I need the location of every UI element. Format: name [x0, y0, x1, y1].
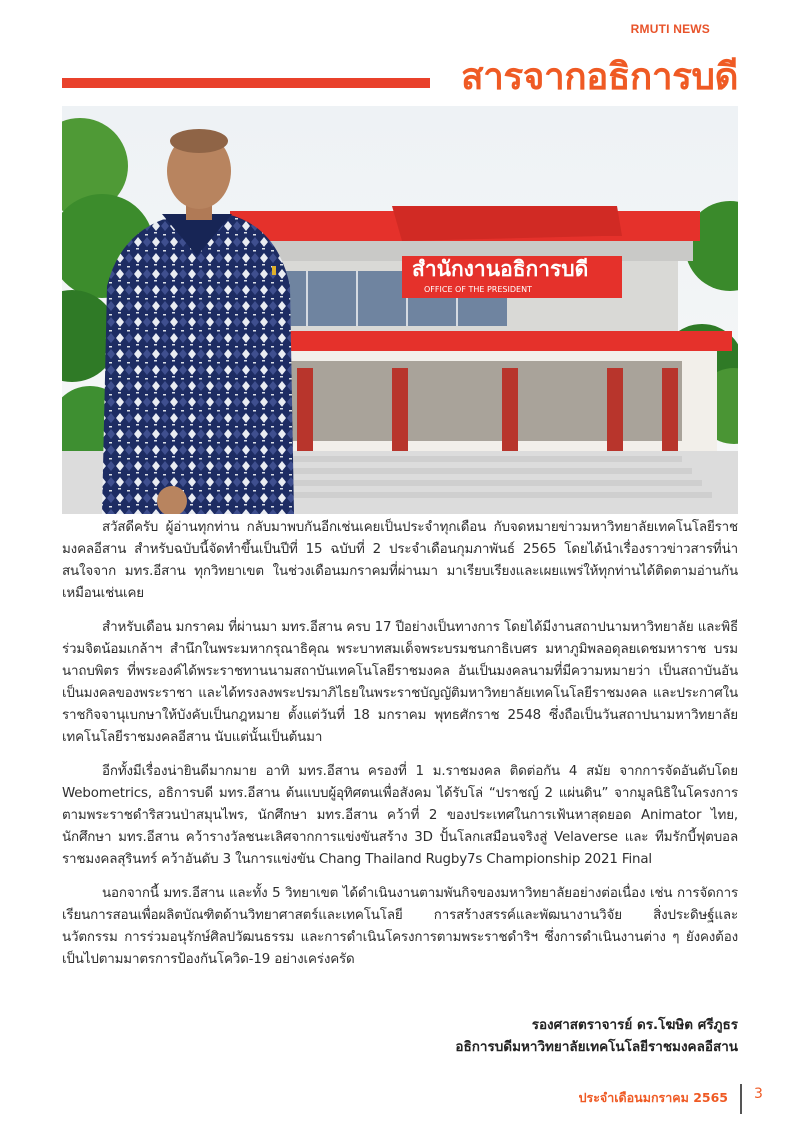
article-paragraph: นอกจากนี้ มทร.อีสาน และทั้ง 5 วิทยาเขต ได้ดำเนินงานตามพันกิจของมหาวิทยาลัยอย่างต่อเนื่อง เช่น การจัดการเรียนการสอนเพื่อผลิตบัณฑิตด้านวิทยาศาสตร์และเทคโนโลยี การสร้างสรรค์และพัฒนางานวิจัย สิ่งประดิษฐ์และนวัตกรรม การร่วมอนุรักษ์ศิลปวัฒนธรรม และการดำเนินโครงการตามพระราชดำริฯ ซึ่งการดำเนินงานต่าง ๆ ยังคงต้องเป็นไปตามมาตรการป้องกันโควิด-19 อย่างเคร่งครัด: [62, 886, 738, 967]
building-sign: สำนักงานอธิการบดี: [412, 257, 589, 281]
article-body: [62, 517, 738, 983]
footer-issue: ประจำเดือนมกราคม 2565: [578, 1090, 728, 1105]
signature-name: รองศาสตราจารย์ ดร.โฆษิต ศรีภูธร: [531, 1017, 738, 1033]
title-accent-bar: [62, 78, 430, 88]
article-paragraph: สำหรับเดือน มกราคม ที่ผ่านมา มทร.อีสาน ครบ 17 ปีอย่างเป็นทางการ โดยได้มีงานสถาปนามหาวิทยาลัย และพิธีร่วมจิตน้อมเกล้าฯ สำนึกในพระมหากรุณาธิคุณ พระบาทสมเด็จพระบรมชนกาธิเบศร มหาภูมิพลอดุลยเดชมหาราช บรมนาถบพิตร ที่พระองค์ได้พระราชทานนามสถาบันเทคโนโลยีราชมงคล อันเป็นมงคลนามที่มีความหมายว่า เป็นสถาบันอันเป็นมงคลของพระราชา และได้ทรงลงพระปรมาภิไธยในพระราชบัญญัติมหาวิทยาลัยเทคโนโลยีราชมงคล และประกาศในราชกิจจานุเบกษาให้บังคับเป็นกฎหมาย ตั้งแต่วันที่ 18 มกราคม พุทธศักราช 2548 ซึ่งถือเป็นวันสถาปนามหาวิทยาลัยเทคโนโลยีราชมงคลอีสาน นับแต่นั้นเป็นต้นมา: [62, 620, 738, 745]
signature-position: อธิการบดีมหาวิทยาลัยเทคโนโลยีราชมงคลอีสาน: [455, 1039, 738, 1055]
signature-block: [455, 1014, 738, 1058]
page-number: 3: [754, 1086, 763, 1102]
building-sign-english: OFFICE OF THE PRESIDENT: [424, 285, 532, 294]
president-photo: [62, 106, 738, 514]
article-paragraph: สวัสดีครับ ผู้อ่านทุกท่าน กลับมาพบกันอีกเช่นเคยเป็นประจำทุกเดือน กับจดหมายข่าวมหาวิทยาลัยเทคโนโลยีราชมงคลอีสาน สำหรับฉบับนี้จัดทำขึ้นเป็นปีที่ 15 ฉบับที่ 2 ประจำเดือนกุมภาพันธ์ 2565 โดยได้นำเรื่องราวข่าวสารที่น่าสนใจจาก มทร.อีสาน ทุกวิทยาเขต ในช่วงเดือนมกราคมที่ผ่านมา มาเรียบเรียงและเผยแพร่ให้ทุกท่านได้ติดตามอ่านกันเหมือนเช่นเคย: [62, 520, 738, 601]
footer-divider: [740, 1084, 742, 1114]
article-paragraph: อีกทั้งมีเรื่องน่ายินดีมากมาย อาทิ มทร.อีสาน ครองที่ 1 ม.ราชมงคล ติดต่อกัน 4 สมัย จากการจัดอันดับโดย Webometrics, อธิการบดี มทร.อีสาน ต้นแบบผู้อุทิศตนเพื่อสังคม ได้รับโล่ “ปราชญ์ 2 แผ่นดิน” จากมูลนิธิในโครงการตามพระราชดำริสวนป่าสมุนไพร, นักศึกษา มทร.อีสาน คว้าที่ 2 ของประเทศในการเฟ้นหาสุดยอด Animator ไทย, นักศึกษา มทร.อีสาน คว้ารางวัลชนะเลิศจากการแข่งขันสร้าง 3D ปั้นโลกเสมือนจริงสู่ Velaverse และ ทีมรักบี้ฟุตบอลราชมงคลสุรินทร์ คว้าอันดับ 3 ในการแข่งขัน Chang Thailand Rugby7s Championship 2021 Final: [62, 764, 738, 867]
page-title: สารจากอธิการบดี: [461, 55, 738, 98]
rmuti-news-kicker: RMUTI NEWS: [630, 22, 710, 36]
